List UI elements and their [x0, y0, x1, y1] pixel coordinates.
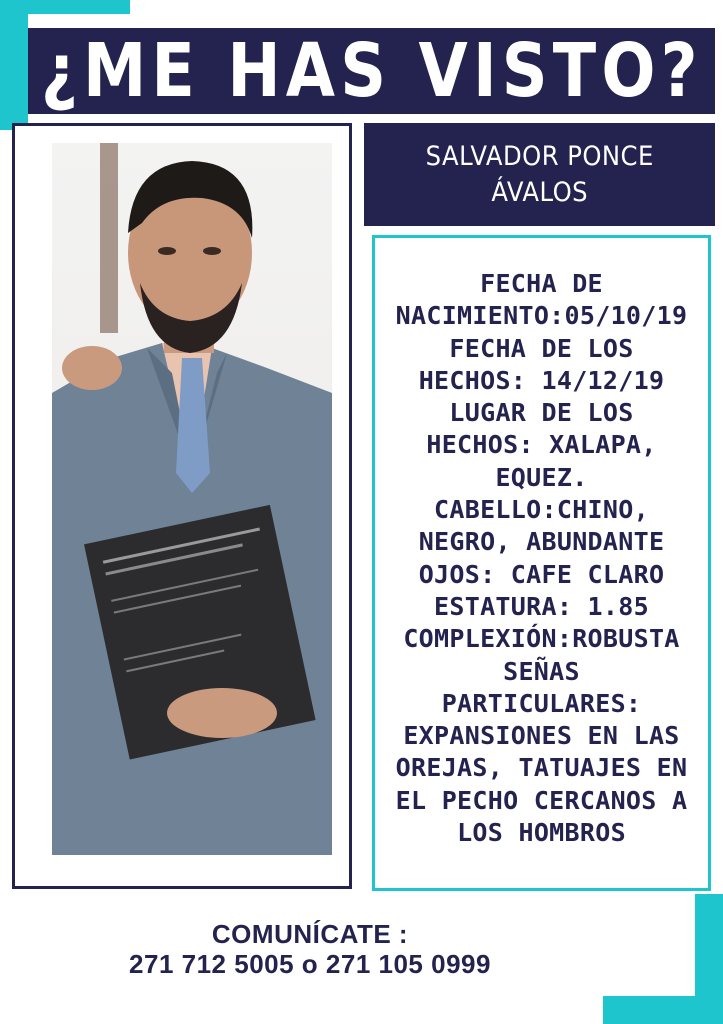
detail-line: ESTATURA: 1.85: [434, 591, 649, 621]
detail-line: LOS HOMBROS: [457, 818, 626, 848]
detail-line: NACIMIENTO:05/10/19: [395, 301, 688, 331]
detail-line: COMPLEXIÓN:ROBUSTA: [403, 624, 680, 654]
person-name-line-2: ÁVALOS: [491, 176, 588, 208]
detail-line: OJOS: CAFE CLARO: [418, 559, 665, 589]
detail-line: SEÑAS: [503, 656, 580, 686]
detail-line: EL PECHO CERCANOS A: [395, 785, 688, 815]
details-box: [372, 235, 711, 891]
person-name-line-1: SALVADOR PONCE: [425, 140, 654, 172]
person-photo-illustration: [52, 143, 332, 855]
detail-line: PARTICULARES:: [441, 688, 642, 718]
detail-line: OREJAS, TATUAJES EN: [395, 753, 688, 783]
detail-line: HECHOS: XALAPA,: [426, 430, 657, 460]
contact-section: [60, 919, 560, 979]
detail-line: CABELLO:CHINO,: [434, 495, 649, 525]
detail-line: FECHA DE LOS: [449, 333, 634, 363]
missing-person-photo: [52, 143, 332, 855]
teal-accent-right-bar: [695, 894, 723, 1024]
photo-frame: [12, 123, 352, 889]
contact-phone-numbers: 271 712 5005 o 271 105 0999: [129, 949, 491, 979]
teal-accent-left-bar: [0, 0, 28, 130]
poster-title: ¿ME HAS VISTO?: [40, 28, 703, 114]
detail-line: HECHOS: 14/12/19: [418, 365, 665, 395]
name-banner: [364, 123, 715, 226]
detail-line: FECHA DE: [480, 269, 603, 298]
detail-line: EQUEZ.: [495, 462, 588, 492]
detail-line: EXPANSIONES EN LAS: [403, 721, 680, 751]
detail-line: LUGAR DE LOS: [449, 398, 634, 428]
contact-title: COMUNÍCATE :: [211, 919, 409, 949]
header-banner: [28, 28, 715, 114]
detail-line: NEGRO, ABUNDANTE: [418, 527, 665, 557]
